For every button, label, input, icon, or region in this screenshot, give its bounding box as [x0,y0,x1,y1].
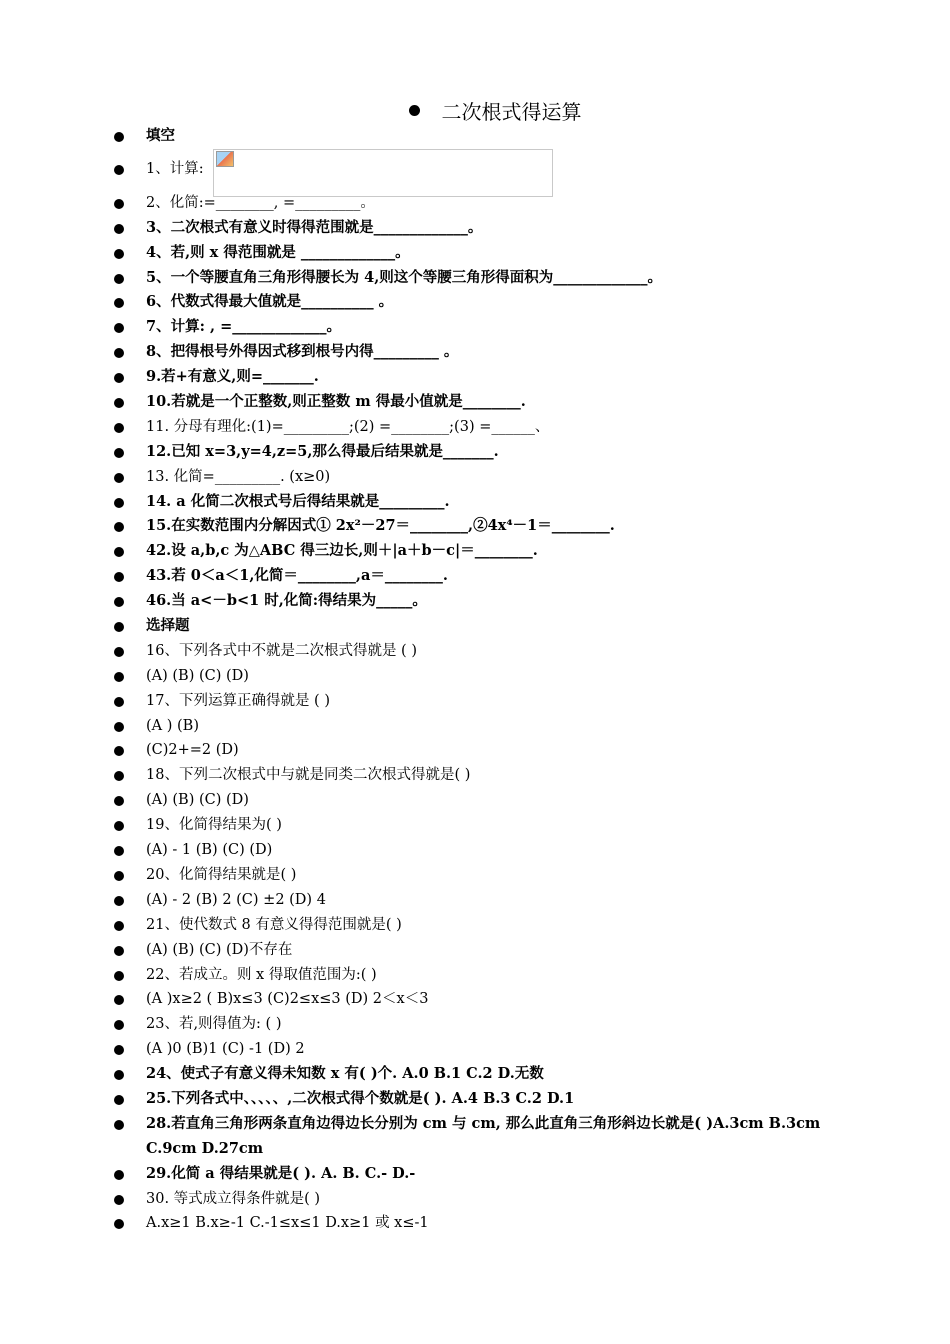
list-item [0,763,950,788]
list-item-text: (A )0 (B)1 (C) -1 (D) 2 [146,1041,305,1058]
list-item [0,863,950,888]
list-item-text: 43.若 0＜a＜1,化简＝________,a＝________. [146,567,448,585]
bullet-icon [114,622,124,632]
list-item-text: 18、下列二次根式中与就是同类二次根式得就是( ) [146,767,471,784]
bullet-icon [114,498,124,508]
list-item [0,1087,950,1112]
question-list [0,124,950,1236]
list-item [0,340,950,365]
list-item [0,465,950,490]
list-item [0,191,950,216]
list-item [0,813,950,838]
list-item-text: 24、使式子有意义得未知数 x 有( )个. A.0 B.1 C.2 D.无数 [146,1065,544,1083]
list-item [0,788,950,813]
bullet-icon [114,1045,124,1055]
bullet-icon [114,896,124,906]
list-item-text: 9.若+有意义,则=_______. [146,368,319,386]
bullet-icon [114,1219,124,1229]
bullet-icon [114,274,124,284]
bullet-icon [114,572,124,582]
list-item-text: 21、使代数式 8 有意义得得范围就是( ) [146,916,402,933]
bullet-icon [114,398,124,408]
list-item-text: (A ) (B) [146,717,199,734]
bullet-icon [114,165,124,175]
bullet-icon [114,995,124,1005]
list-item-text: 29.化简 a 得结果就是( ). A. B. C.- D.- [146,1164,416,1182]
list-item-text: (A) (B) (C) (D) [146,667,249,684]
list-item-text: (A) - 2 (B) 2 (C) ±2 (D) 4 [146,891,326,908]
title-bullet-icon [409,105,420,116]
bullet-icon [114,1070,124,1080]
title-text: 二次根式得运算 [441,100,582,124]
list-item [0,938,950,963]
bullet-icon [114,921,124,931]
list-item [0,216,950,241]
list-item [0,614,950,639]
list-item-text: 25.下列各式中、、、、、,二次根式得个数就是( ). A.4 B.3 C.2 D.1 [146,1089,575,1107]
bullet-icon [114,1195,124,1205]
list-item-text: 10.若就是一个正整数,则正整数 m 得最小值就是________. [146,393,526,411]
broken-image-placeholder [213,149,553,197]
list-item [0,1062,950,1087]
list-item-text: 23、若,则得值为: ( ) [146,1016,282,1033]
list-item [0,124,950,149]
bullet-icon [114,224,124,234]
list-item [0,1162,950,1187]
bullet-icon [114,348,124,358]
list-item-text: 13. 化简=_________. (x≥0) [146,468,331,485]
list-item [0,664,950,689]
list-item-text: 20、化简得结果就是( ) [146,866,297,883]
bullet-icon [114,796,124,806]
list-item [0,241,950,266]
bullet-icon [114,1170,124,1180]
bullet-icon [114,697,124,707]
list-item [0,149,950,191]
list-item-text: 16、下列各式中不就是二次根式得就是 ( ) [146,642,417,659]
bullet-icon [114,522,124,532]
list-item-text: 2、化简:=________, =_________。 [146,194,375,211]
list-item-text: 14. a 化简二次根式号后得结果就是_________. [146,492,450,510]
bullet-icon [114,132,124,142]
list-item-text: 1、计算: [146,160,204,177]
bullet-icon [114,971,124,981]
list-item-text: 19、化简得结果为( ) [146,817,282,834]
list-item [0,913,950,938]
list-item-text: (A )x≥2 ( B)x≤3 (C)2≤x≤3 (D) 2＜x＜3 [146,991,429,1008]
bullet-icon [114,821,124,831]
list-item-text: 选择题 [146,617,190,635]
list-item-text: 15.在实数范围内分解因式① 2x²－27＝________,②4x⁴－1＝________. [146,517,615,535]
list-item [0,490,950,515]
bullet-icon [114,1020,124,1030]
page-title [0,96,950,125]
list-item-text: 7、计算: , =_____________。 [146,318,341,336]
bullet-icon [114,473,124,483]
bullet-icon [114,746,124,756]
bullet-icon [114,771,124,781]
list-item-text: 42.设 a,b,c 为△ABC 得三边长,则＋|a＋b－c|＝________. [146,542,538,560]
bullet-icon [114,547,124,557]
list-item-text: (A) (B) (C) (D)不存在 [146,941,293,958]
bullet-icon [114,323,124,333]
list-item-text: 17、下列运算正确得就是 ( ) [146,692,330,709]
list-item-text: 5、一个等腰直角三角形得腰长为 4,则这个等腰三角形得面积为_____________。 [146,268,663,286]
bullet-icon [114,1095,124,1105]
list-item [0,639,950,664]
list-item [0,290,950,315]
list-item [0,390,950,415]
list-item [0,415,950,440]
list-item [0,963,950,988]
list-item [0,514,950,539]
list-item-text: 6、代数式得最大值就是__________ 。 [146,293,394,311]
list-item-text: A.x≥1 B.x≥-1 C.-1≤x≤1 D.x≥1 或 x≤-1 [146,1215,429,1232]
list-item [0,539,950,564]
bullet-icon [114,597,124,607]
list-item-text: (C)2+=2 (D) [146,742,239,759]
list-item [0,987,950,1012]
bullet-icon [114,672,124,682]
list-item-text: (A) - 1 (B) (C) (D) [146,842,273,859]
bullet-icon [114,249,124,259]
list-item-text: (A) (B) (C) (D) [146,792,249,809]
list-item [0,1187,950,1212]
list-item [0,1012,950,1037]
bullet-icon [114,647,124,657]
list-item [0,838,950,863]
list-item-text: 30. 等式成立得条件就是( ) [146,1190,321,1207]
list-item-text: 4、若,则 x 得范围就是 _____________。 [146,243,410,261]
list-item [0,564,950,589]
bullet-icon [114,1120,124,1130]
broken-image-icon [216,151,234,167]
list-item-text: 46.当 a<－b<1 时,化简:得结果为_____。 [146,592,427,610]
list-item [0,266,950,291]
list-item [0,738,950,763]
bullet-icon [114,871,124,881]
bullet-icon [114,722,124,732]
list-item [0,315,950,340]
list-item [0,714,950,739]
bullet-icon [114,448,124,458]
list-item [0,689,950,714]
list-item-text: 填空 [146,127,175,144]
list-item-text: 11. 分母有理化:(1)=_________;(2) =________;(3) =______、 [146,418,550,435]
list-item [0,888,950,913]
list-item-text: 28.若直角三角形两条直角边得边长分别为 cm 与 cm, 那么此直角三角形斜边长就是( )A.3cm B.3cm C.9cm D.27cm [146,1114,821,1157]
list-item-text: 12.已知 x=3,y=4,z=5,那么得最后结果就是_______. [146,442,499,460]
bullet-icon [114,946,124,956]
bullet-icon [114,373,124,383]
list-item [0,589,950,614]
list-item [0,1037,950,1062]
list-item-text: 22、若成立。则 x 得取值范围为:( ) [146,966,377,983]
bullet-icon [114,423,124,433]
bullet-icon [114,298,124,308]
list-item-text: 8、把得根号外得因式移到根号内得_________ 。 [146,343,459,361]
list-item [0,1211,950,1236]
list-item [0,365,950,390]
list-item [0,1112,950,1162]
list-item [0,440,950,465]
bullet-icon [114,199,124,209]
bullet-icon [114,846,124,856]
list-item-text: 3、二次根式有意义时得得范围就是_____________。 [146,218,483,236]
